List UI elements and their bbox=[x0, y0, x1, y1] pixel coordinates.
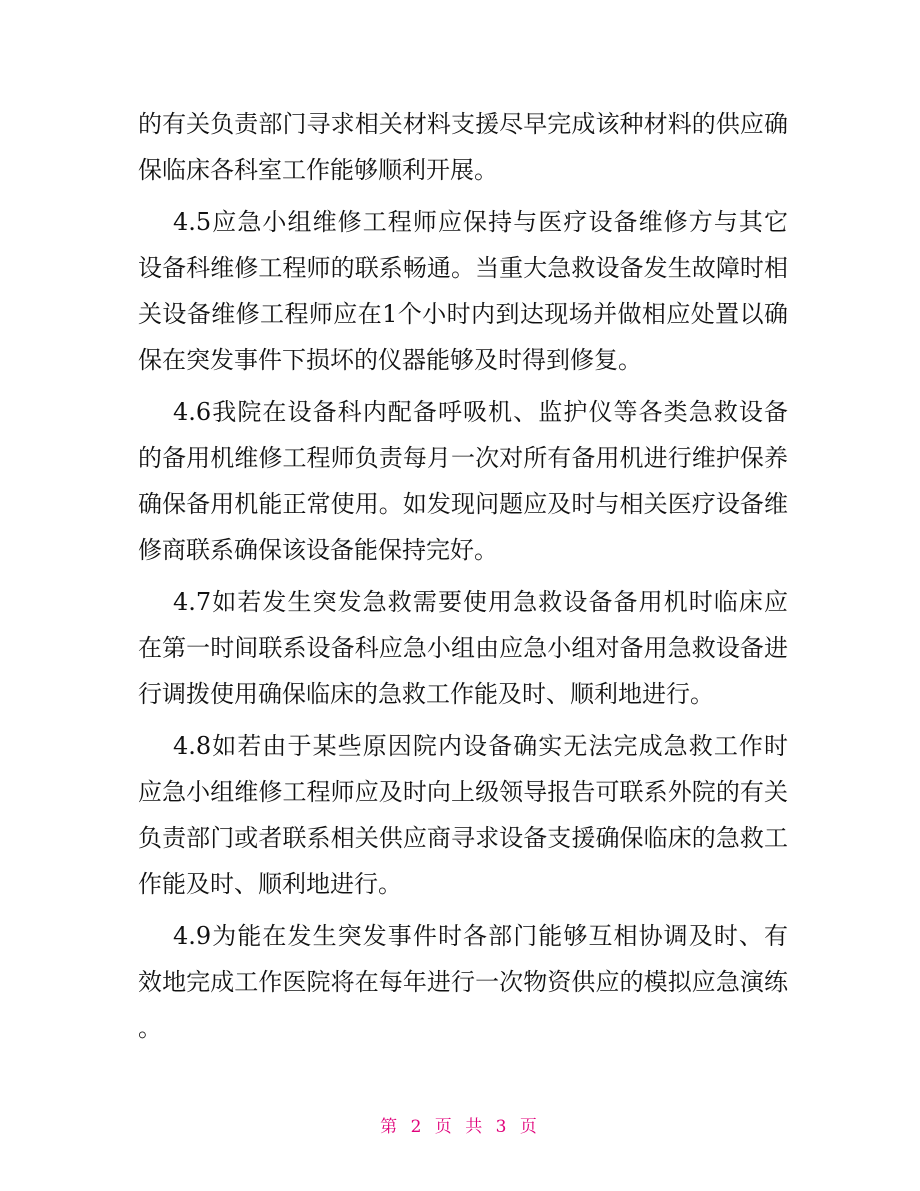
footer-label-page-2: 页 bbox=[519, 1117, 540, 1137]
paragraph-4-8 bbox=[138, 725, 788, 905]
text-line: 在第一时间联系设备科应急小组由应急小组对备用急救设备进 bbox=[138, 634, 788, 662]
text-line: 保临床各科室工作能够顺利开展。 bbox=[138, 156, 498, 184]
text-line: 效地完成工作医院将在每年进行一次物资供应的模拟应急演练 bbox=[138, 968, 788, 996]
document-body bbox=[138, 103, 788, 1059]
text-line: 保在突发事件下损坏的仪器能够及时得到修复。 bbox=[138, 346, 642, 374]
paragraph-4-5 bbox=[138, 201, 788, 381]
paragraph-4-7 bbox=[138, 581, 788, 715]
text-line: 设备科维修工程师的联系畅通。当重大急救设备发生故障时相 bbox=[138, 254, 788, 282]
footer-label-total: 共 bbox=[465, 1117, 486, 1137]
paragraph-4-6 bbox=[138, 391, 788, 571]
text-line: 行调拨使用确保临床的急救工作能及时、顺利地进行。 bbox=[138, 680, 714, 708]
text-line: 确保备用机能正常使用。如发现问题应及时与相关医疗设备维 bbox=[138, 490, 788, 518]
text-line: 作能及时、顺利地进行。 bbox=[138, 870, 402, 898]
text-line: 的有关负责部门寻求相关材料支援尽早完成该种材料的供应确 bbox=[138, 110, 788, 138]
text-line: 4.5应急小组维修工程师应保持与医疗设备维修方与其它 bbox=[173, 208, 788, 236]
text-line: 4.8如若由于某些原因院内设备确实无法完成急救工作时 bbox=[173, 732, 788, 760]
text-line: 关设备维修工程师应在1个小时内到达现场并做相应处置以确 bbox=[138, 300, 788, 328]
paragraph-4-9 bbox=[138, 915, 788, 1049]
footer-label-pre: 第 bbox=[380, 1117, 401, 1137]
total-pages-number: 3 bbox=[495, 1117, 510, 1137]
text-line: 4.7如若发生突发急救需要使用急救设备备用机时临床应 bbox=[173, 588, 788, 616]
text-line: 应急小组维修工程师应及时向上级领导报告可联系外院的有关 bbox=[138, 778, 788, 806]
paragraph-1 bbox=[138, 103, 788, 191]
text-line: 4.6我院在设备科内配备呼吸机、监护仪等各类急救设备 bbox=[173, 398, 788, 426]
text-line: 。 bbox=[138, 1014, 162, 1042]
text-line: 的备用机维修工程师负责每月一次对所有备用机进行维护保养 bbox=[138, 444, 788, 472]
text-line: 修商联系确保该设备能保持完好。 bbox=[138, 536, 498, 564]
page-footer bbox=[0, 1112, 920, 1137]
footer-label-page: 页 bbox=[434, 1117, 455, 1137]
text-line: 4.9为能在发生突发事件时各部门能够互相协调及时、有 bbox=[173, 922, 788, 950]
text-line: 负责部门或者联系相关供应商寻求设备支援确保临床的急救工 bbox=[138, 824, 788, 852]
current-page-number: 2 bbox=[410, 1117, 425, 1137]
